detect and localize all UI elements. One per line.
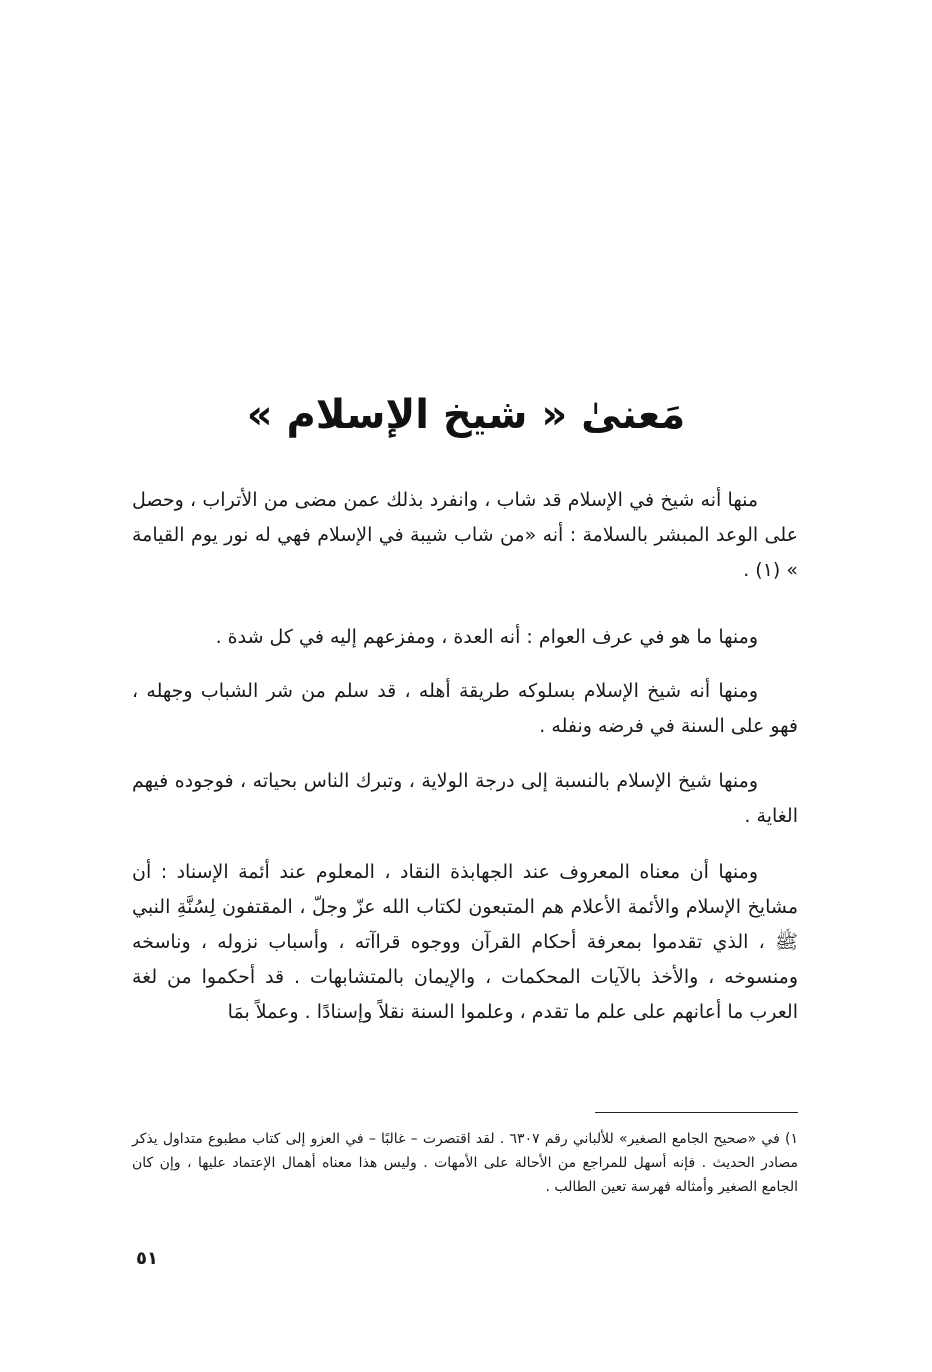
- paragraph-4: ومنها شيخ الإسلام بالنسبة إلى درجة الولاية ، وتبرك الناس بحياته ، فوجوده فيهم الغاية .: [132, 770, 798, 827]
- footnote: ١) في «صحيح الجامع الصغير» للألباني رقم ٦٣٠٧ . لقد اقتصرت – غالبًا – في العزو إلى كتاب مطبوع متداول يذكر مصادر الحديث . فإنه أسهل للمراجع من الأحالة على الأمهات . وليس هذا معناه أهمال الإعتماد عليها ، وإن كان الجامع الصغير وأمثاله فهرسة تعين الطالب .: [132, 1131, 798, 1195]
- chapter-title: مَعنىٰ « شيخ الإسلام »: [246, 392, 686, 438]
- paragraph-3: ومنها أنه شيخ الإسلام بسلوكه طريقة أهله ، قد سلم من شر الشباب وجهله ، فهو على السنة في فرضه ونفله .: [132, 680, 798, 737]
- paragraph-2: ومنها ما هو في عرف العوام : أنه العدة ، ومفزعهم إليه في كل شدة .: [215, 626, 758, 648]
- footnote-separator: [595, 1112, 798, 1113]
- paragraph-5: ومنها أن معناه المعروف عند الجهابذة النقاد ، المعلوم عند أئمة الإسناد : أن مشايخ الإسلام والأئمة الأعلام هم المتبعون لكتاب الله عزّ وجلّ ، المقتفون لِسُنَّةِ النبي ﷺ ، الذي تقدموا بمعرفة أحكام القرآن ووجوه قراآته ، وأسباب نزوله ، وناسخه ومنسوخه ، والأخذ بالآيات المحكمات ، والإيمان بالمتشابهات . قد أحكموا من لغة العرب ما أعانهم على علم ما تقدم ، وعلموا السنة نقلاً وإسنادًا . وعملاً بمَا: [132, 861, 798, 1023]
- page-number: ٥١: [136, 1248, 158, 1269]
- paragraph-1: منها أنه شيخ في الإسلام قد شاب ، وانفرد بذلك عمن مضى من الأتراب ، وحصل على الوعد المبشر بالسلامة : أنه «من شاب شيبة في الإسلام فهي له نور يوم القيامة » (١) .: [132, 489, 798, 581]
